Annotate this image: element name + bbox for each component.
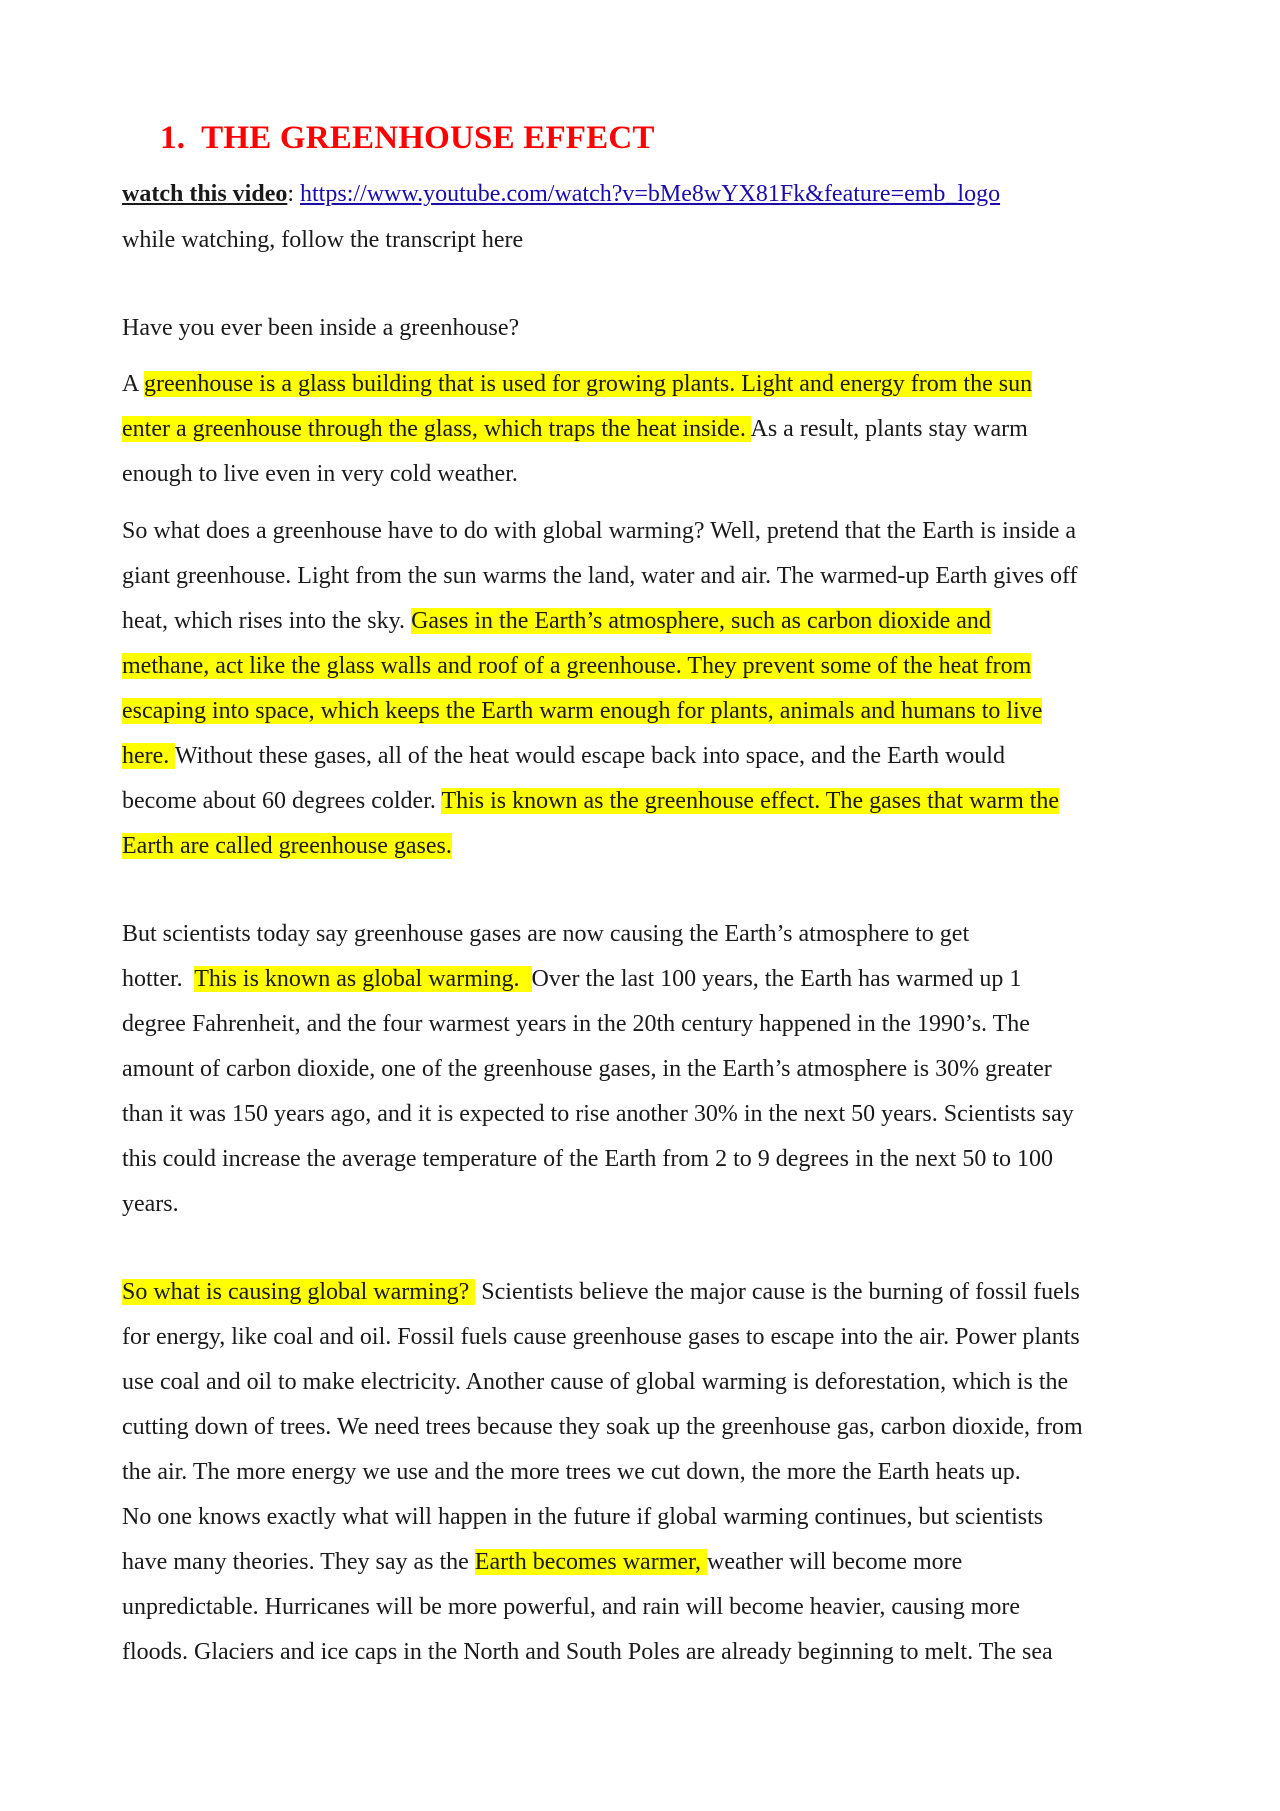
highlight: greenhouse is a glass building that is used for growing plants. Light and energy from the sun [144,371,1033,397]
paragraph-scientists-warming [122,912,1167,1227]
text-run: Scientists believe the major cause is the burning of fossil fuels [475,1279,1080,1305]
highlight: here. [122,743,175,769]
text-line [122,407,1167,452]
text-line: than it was 150 years ago, and it is expected to rise another 30% in the next 50 years. Scientists say [122,1101,1074,1127]
text-run: have many theories. They say as the [122,1549,475,1575]
text-run: hotter. [122,966,195,992]
text-line [122,362,1167,407]
text-line: enough to live even in very cold weather. [122,461,518,487]
video-instruction: while watching, follow the transcript here [122,227,524,253]
highlight: So what is causing global warming? [122,1279,476,1305]
heading-text: THE GREENHOUSE EFFECT [201,120,655,156]
text-line: But scientists today say greenhouse gases are now causing the Earth’s atmosphere to get [122,921,970,947]
text-line: the air. The more energy we use and the more trees we cut down, the more the Earth heats up. [122,1459,1021,1485]
text-line [122,734,1167,779]
text-line: So what does a greenhouse have to do with global warming? Well, pretend that the Earth is inside a [122,518,1077,544]
text-line: amount of carbon dioxide, one of the greenhouse gases, in the Earth’s atmosphere is 30% greater [122,1056,1052,1082]
text-line [122,779,1167,824]
text-line [122,599,1167,644]
text-line [122,824,1167,869]
video-link[interactable]: https://www.youtube.com/watch?v=bMe8wYX81Fk&feature=emb_logo [300,181,1001,207]
text-line: cutting down of trees. We need trees because they soak up the greenhouse gas, carbon dioxide, from [122,1414,1083,1440]
text-line: use coal and oil to make electricity. Another cause of global warming is deforestation, which is the [122,1369,1069,1395]
highlight: This is known as global warming. [194,966,532,992]
text-line: No one knows exactly what will happen in the future if global warming continues, but scientists [122,1504,1044,1530]
text-line [122,689,1167,734]
video-line [122,172,1162,217]
text-run: heat, which rises into the sky. [122,608,412,634]
text-run: A [122,371,145,397]
highlight: Earth becomes warmer, [474,1549,708,1575]
text-line: unpredictable. Hurricanes will be more powerful, and rain will become heavier, causing more [122,1594,1021,1620]
highlight: escaping into space, which keeps the Earth warm enough for plants, animals and humans to live [122,698,1043,724]
paragraph-global-warming-analogy [122,509,1167,869]
text-line: degree Fahrenheit, and the four warmest years in the 20th century happened in the 1990’s. The [122,1011,1030,1037]
text-line: giant greenhouse. Light from the sun warms the land, water and air. The warmed-up Earth gives off [122,563,1078,589]
highlight: enter a greenhouse through the glass, which traps the heat inside. [122,416,751,442]
text-run: weather will become more [707,1549,963,1575]
highlight: methane, act like the glass walls and roof of a greenhouse. They prevent some of the heat from [122,653,1032,679]
text-line: years. [122,1191,179,1217]
text-line: floods. Glaciers and ice caps in the North and South Poles are already beginning to melt. The sea [122,1639,1053,1665]
text-line [122,1540,1167,1585]
text-run: Over the last 100 years, the Earth has warmed up 1 [531,966,1022,992]
page-title [160,120,655,157]
text-line [122,957,1167,1002]
highlight: This is known as the greenhouse effect. The gases that warm the [441,788,1060,814]
text-line [122,644,1167,689]
highlight: Earth are called greenhouse gases. [122,833,452,859]
text-run: Without these gases, all of the heat would escape back into space, and the Earth would [174,743,1005,769]
text-run: As a result, plants stay warm [750,416,1028,442]
text-run: become about 60 degrees colder. [122,788,442,814]
text-line: this could increase the average temperature of the Earth from 2 to 9 degrees in the next 50 to 100 [122,1146,1053,1172]
intro-question: Have you ever been inside a greenhouse? [122,315,520,341]
video-separator: : [287,181,295,207]
paragraph-greenhouse-definition [122,362,1167,497]
heading-number: 1. [160,120,186,156]
highlight: Gases in the Earth’s atmosphere, such as carbon dioxide and [411,608,991,634]
text-line [122,1270,1167,1315]
paragraph-causes [122,1270,1167,1675]
video-label: watch this video [122,181,288,207]
text-line: for energy, like coal and oil. Fossil fuels cause greenhouse gases to escape into the air. Power plants [122,1324,1080,1350]
